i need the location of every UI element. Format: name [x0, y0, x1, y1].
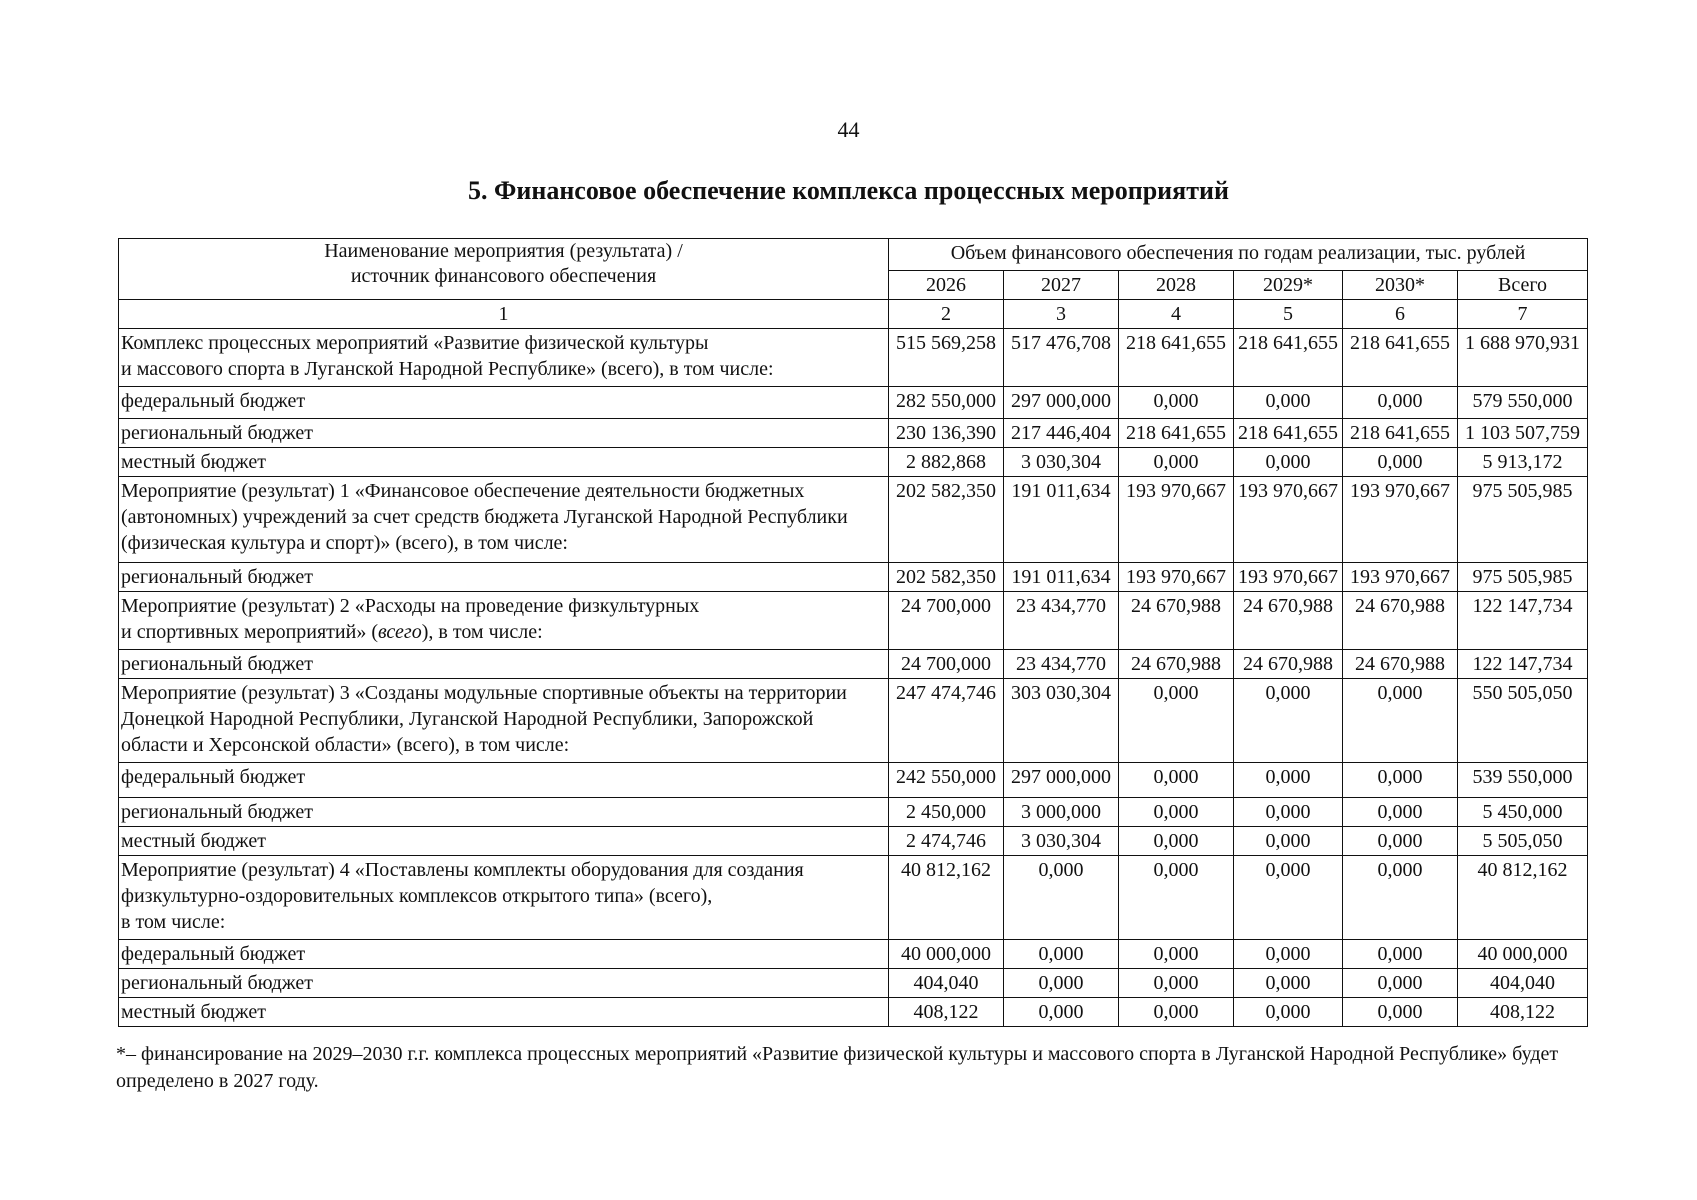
row-name-cell: региональный бюджет — [119, 563, 889, 592]
row-name-cell: федеральный бюджет — [119, 387, 889, 419]
row-value-cell: 24 670,988 — [1234, 592, 1343, 650]
table-row — [119, 679, 1588, 763]
row-value-cell: 297 000,000 — [1004, 387, 1119, 419]
section-title: 5. Финансовое обеспечение комплекса процессных мероприятий — [468, 176, 1229, 205]
row-value-cell: 40 000,000 — [889, 940, 1004, 969]
row-total-cell: 404,040 — [1458, 969, 1588, 998]
row-value-cell: 193 970,667 — [1119, 477, 1234, 563]
row-total-cell: 579 550,000 — [1458, 387, 1588, 419]
row-value-cell: 230 136,390 — [889, 419, 1004, 448]
table-body — [119, 329, 1588, 1027]
row-total-cell: 975 505,985 — [1458, 563, 1588, 592]
table-row — [119, 827, 1588, 856]
row-value-cell: 218 641,655 — [1343, 419, 1458, 448]
row-value-cell: 0,000 — [1234, 679, 1343, 763]
row-total-cell: 122 147,734 — [1458, 592, 1588, 650]
row-value-cell: 218 641,655 — [1343, 329, 1458, 387]
row-total-cell: 408,122 — [1458, 998, 1588, 1027]
table-row — [119, 763, 1588, 798]
row-value-cell: 24 670,988 — [1343, 650, 1458, 679]
row-total-cell: 1 103 507,759 — [1458, 419, 1588, 448]
row-name-cell: федеральный бюджет — [119, 940, 889, 969]
row-value-cell: 24 670,988 — [1343, 592, 1458, 650]
row-value-cell: 0,000 — [1234, 798, 1343, 827]
financing-table — [118, 238, 1588, 1027]
column-number: 2 — [889, 300, 1004, 329]
year-header: 2028 — [1119, 271, 1234, 300]
page-number: 44 — [837, 117, 860, 142]
row-value-cell: 0,000 — [1343, 998, 1458, 1027]
row-name-cell: региональный бюджет — [119, 798, 889, 827]
row-value-cell: 0,000 — [1119, 798, 1234, 827]
row-value-cell: 191 011,634 — [1004, 563, 1119, 592]
row-name-cell: региональный бюджет — [119, 419, 889, 448]
table-row — [119, 940, 1588, 969]
row-value-cell: 218 641,655 — [1119, 419, 1234, 448]
row-value-cell: 0,000 — [1119, 387, 1234, 419]
row-value-cell: 242 550,000 — [889, 763, 1004, 798]
row-value-cell: 303 030,304 — [1004, 679, 1119, 763]
row-value-cell: 193 970,667 — [1234, 563, 1343, 592]
row-value-cell: 2 474,746 — [889, 827, 1004, 856]
row-value-cell: 0,000 — [1234, 387, 1343, 419]
row-value-cell: 0,000 — [1234, 827, 1343, 856]
row-value-cell: 0,000 — [1234, 940, 1343, 969]
row-value-cell: 202 582,350 — [889, 477, 1004, 563]
row-value-cell: 0,000 — [1343, 969, 1458, 998]
table-row — [119, 477, 1588, 563]
row-value-cell: 0,000 — [1343, 448, 1458, 477]
row-total-cell: 5 450,000 — [1458, 798, 1588, 827]
row-value-cell: 0,000 — [1343, 856, 1458, 940]
row-name-cell: региональный бюджет — [119, 969, 889, 998]
row-total-cell: 975 505,985 — [1458, 477, 1588, 563]
row-total-cell: 1 688 970,931 — [1458, 329, 1588, 387]
row-name-cell: Комплекс процессных мероприятий «Развитие физической культуры и массового спорта в Луганской Народной Республике» (всего), в том числе: — [119, 329, 889, 387]
row-name-cell: Мероприятие (результат) 1 «Финансовое обеспечение деятельности бюджетных (автономных) учреждений за счет средств бюджета Луганской Народной Республики (физическая культура и спорт)» (всего), в том числе: — [119, 477, 889, 563]
row-name-cell: федеральный бюджет — [119, 763, 889, 798]
table-row — [119, 592, 1588, 650]
table-row — [119, 998, 1588, 1027]
row-value-cell: 0,000 — [1234, 856, 1343, 940]
table-row — [119, 448, 1588, 477]
row-value-cell: 0,000 — [1119, 969, 1234, 998]
table-row — [119, 856, 1588, 940]
row-value-cell: 218 641,655 — [1234, 329, 1343, 387]
row-value-cell: 0,000 — [1119, 940, 1234, 969]
row-name-cell: местный бюджет — [119, 448, 889, 477]
row-value-cell: 0,000 — [1343, 763, 1458, 798]
table-row — [119, 798, 1588, 827]
row-value-cell: 0,000 — [1343, 827, 1458, 856]
row-value-cell: 202 582,350 — [889, 563, 1004, 592]
row-value-cell: 247 474,746 — [889, 679, 1004, 763]
row-value-cell: 0,000 — [1119, 998, 1234, 1027]
table-row — [119, 387, 1588, 419]
row-value-cell: 404,040 — [889, 969, 1004, 998]
row-value-cell: 193 970,667 — [1343, 563, 1458, 592]
year-header: 2030* — [1343, 271, 1458, 300]
row-value-cell: 0,000 — [1004, 998, 1119, 1027]
row-value-cell: 193 970,667 — [1343, 477, 1458, 563]
row-value-cell: 2 882,868 — [889, 448, 1004, 477]
row-name-text: Мероприятие (результат) 2 «Расходы на проведение физкультурных и спортивных мероприятий» — [121, 595, 700, 643]
row-name-cell: местный бюджет — [119, 827, 889, 856]
row-value-cell: 23 434,770 — [1004, 650, 1119, 679]
row-value-cell: 0,000 — [1119, 856, 1234, 940]
table-row — [119, 969, 1588, 998]
column-number: 3 — [1004, 300, 1119, 329]
row-value-cell: 517 476,708 — [1004, 329, 1119, 387]
row-value-cell: 193 970,667 — [1234, 477, 1343, 563]
row-name-cell: местный бюджет — [119, 998, 889, 1027]
header-volume-cell: Объем финансового обеспечения по годам реализации, тыс. рублей — [889, 239, 1588, 271]
row-value-cell: 0,000 — [1119, 679, 1234, 763]
row-value-cell: 0,000 — [1343, 387, 1458, 419]
row-name-cell: Мероприятие (результат) 3 «Созданы модульные спортивные объекты на территории Донецкой Народной Республики, Луганской Народной Республики, Запорожской области и Херсонской области» (всего), в том числе: — [119, 679, 889, 763]
row-value-cell: 0,000 — [1119, 448, 1234, 477]
row-value-cell: 408,122 — [889, 998, 1004, 1027]
row-value-cell: 0,000 — [1004, 856, 1119, 940]
row-value-cell: 3 030,304 — [1004, 448, 1119, 477]
row-name-cell: Мероприятие (результат) 4 «Поставлены комплекты оборудования для создания физкультурно-оздоровительных комплексов открытого типа» (всего), в том числе: — [119, 856, 889, 940]
row-value-cell: 515 569,258 — [889, 329, 1004, 387]
row-value-cell: 191 011,634 — [1004, 477, 1119, 563]
row-total-cell: 5 505,050 — [1458, 827, 1588, 856]
table-row — [119, 563, 1588, 592]
row-value-cell: 0,000 — [1119, 763, 1234, 798]
column-number: 4 — [1119, 300, 1234, 329]
row-value-cell: 23 434,770 — [1004, 592, 1119, 650]
row-name-italic: всего — [378, 621, 422, 643]
row-value-cell: 218 641,655 — [1119, 329, 1234, 387]
row-name-cell — [119, 592, 889, 650]
column-number: 6 — [1343, 300, 1458, 329]
year-header: 2029* — [1234, 271, 1343, 300]
row-name-text: ), в том числе: — [421, 621, 543, 643]
row-value-cell: 24 700,000 — [889, 650, 1004, 679]
row-value-cell: 3 000,000 — [1004, 798, 1119, 827]
column-number: 1 — [119, 300, 889, 329]
row-value-cell: 217 446,404 — [1004, 419, 1119, 448]
year-header: 2027 — [1004, 271, 1119, 300]
row-value-cell: 0,000 — [1119, 827, 1234, 856]
row-total-cell: 5 913,172 — [1458, 448, 1588, 477]
row-value-cell: 24 670,988 — [1234, 650, 1343, 679]
row-value-cell: 24 700,000 — [889, 592, 1004, 650]
row-value-cell: 0,000 — [1343, 940, 1458, 969]
row-name-cell: региональный бюджет — [119, 650, 889, 679]
row-value-cell: 0,000 — [1234, 969, 1343, 998]
column-number: 7 — [1458, 300, 1588, 329]
total-header: Всего — [1458, 271, 1588, 300]
row-value-cell: 24 670,988 — [1119, 592, 1234, 650]
row-value-cell: 2 450,000 — [889, 798, 1004, 827]
row-value-cell: 297 000,000 — [1004, 763, 1119, 798]
row-name-paren: ( — [371, 621, 379, 643]
row-total-cell: 40 000,000 — [1458, 940, 1588, 969]
table-row — [119, 329, 1588, 387]
row-value-cell: 0,000 — [1234, 998, 1343, 1027]
row-total-cell: 40 812,162 — [1458, 856, 1588, 940]
row-value-cell: 0,000 — [1343, 679, 1458, 763]
row-total-cell: 539 550,000 — [1458, 763, 1588, 798]
row-value-cell: 193 970,667 — [1119, 563, 1234, 592]
row-value-cell: 282 550,000 — [889, 387, 1004, 419]
table-row — [119, 650, 1588, 679]
row-value-cell: 218 641,655 — [1234, 419, 1343, 448]
row-value-cell: 0,000 — [1234, 763, 1343, 798]
row-value-cell: 40 812,162 — [889, 856, 1004, 940]
header-name-cell: Наименование мероприятия (результата) / источник финансового обеспечения — [119, 239, 889, 300]
row-value-cell: 0,000 — [1234, 448, 1343, 477]
column-number: 5 — [1234, 300, 1343, 329]
row-value-cell: 3 030,304 — [1004, 827, 1119, 856]
year-header: 2026 — [889, 271, 1004, 300]
row-value-cell: 0,000 — [1343, 798, 1458, 827]
row-value-cell: 24 670,988 — [1119, 650, 1234, 679]
row-value-cell: 0,000 — [1004, 969, 1119, 998]
footnote: *– финансирование на 2029–2030 г.г. комплекса процессных мероприятий «Развитие физической культуры и массового спорта в Луганской Народной Республике» будет определено в 2027 году. — [116, 1043, 1559, 1092]
row-total-cell: 122 147,734 — [1458, 650, 1588, 679]
table-row — [119, 419, 1588, 448]
row-value-cell: 0,000 — [1004, 940, 1119, 969]
row-total-cell: 550 505,050 — [1458, 679, 1588, 763]
